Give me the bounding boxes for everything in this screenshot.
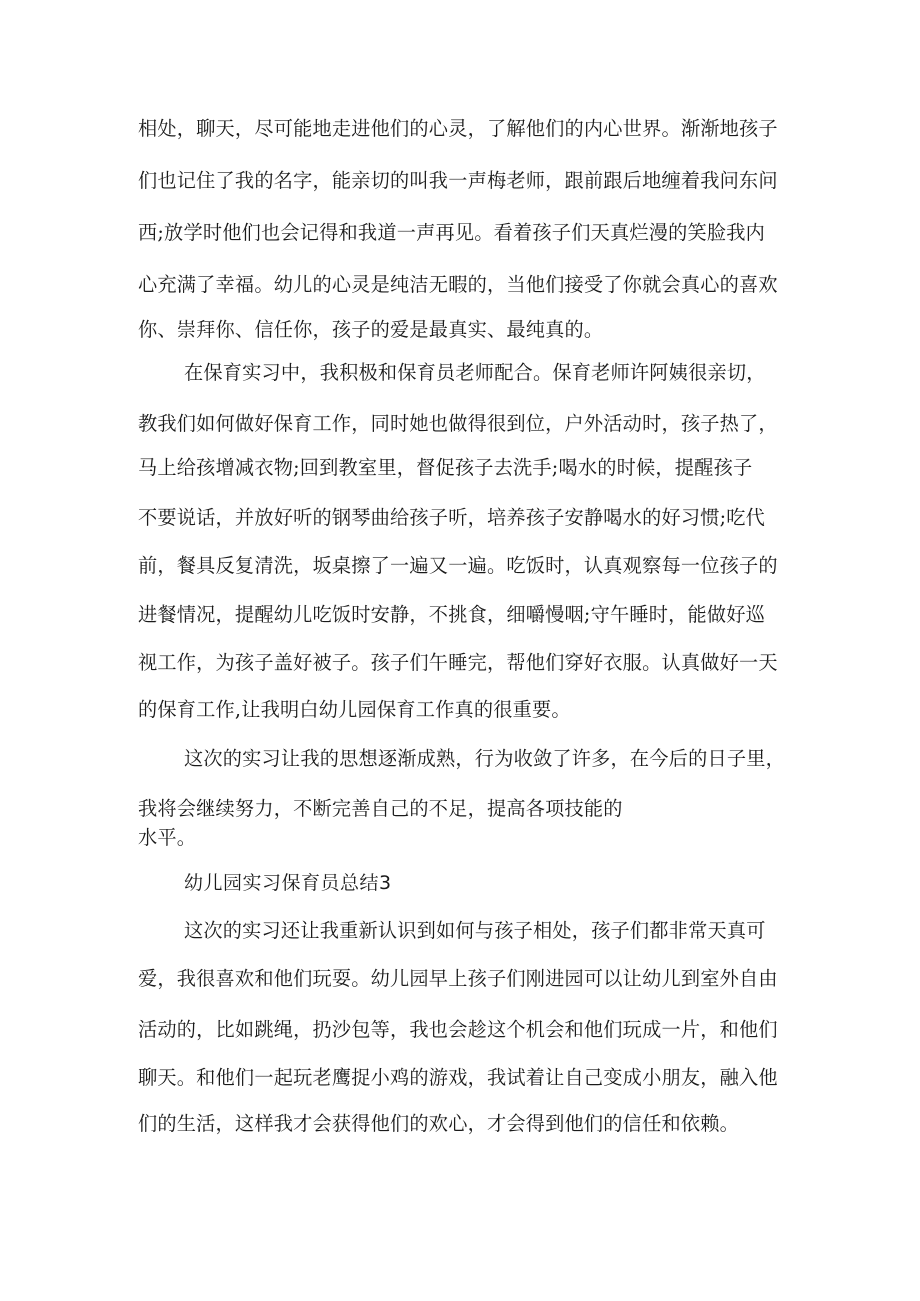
para-2-line-2: 教我们如何做好保育工作，同时她也做得很到位，户外活动时，孩子热了， — [138, 412, 778, 435]
para-3-line-3: 水平。 — [138, 826, 197, 849]
para-2-line-8: 的保育工作,让我明白幼儿园保育工作真的很重要。 — [138, 698, 571, 721]
para-4-line-4: 聊天。和他们一起玩老鹰捉小鸡的游戏，我试着让自己变成小朋友，融入他 — [138, 1066, 778, 1089]
para-1-line-5: 你、崇拜你、信任你，孩子的爱是最真实、最纯真的。 — [138, 318, 604, 341]
para-2-line-5: 前，餐具反复清洗，坂桌擦了一遍又一遍。吃饭时，认真观察每一位孩子的 — [138, 554, 778, 577]
para-2-line-4: 不要说话，并放好听的钢琴曲给孩子听，培养孩子安静喝水的好习惯;吃代 — [138, 506, 766, 529]
para-1-line-2: 们也记住了我的名字，能亲切的叫我一声梅老师，跟前跟后地缠着我问东问 — [138, 169, 778, 192]
section-heading: 幼儿园实习保育员总结3 — [184, 872, 392, 894]
para-4-line-5: 们的生活，这样我才会获得他们的欢心，才会得到他们的信任和依赖。 — [138, 1112, 740, 1135]
para-2-line-6: 进餐情况，提醒幼儿吃饭时安静，不挑食，细嚼慢咽;守午睡时，能做好巡 — [138, 603, 766, 626]
para-4-line-3: 活动的，比如跳绳，扔沙包等，我也会趁这个机会和他们玩成一片，和他们 — [138, 1018, 778, 1041]
para-2-line-1: 在保育实习中，我积极和保育员老师配合。保育老师许阿姨很亲切， — [184, 361, 766, 384]
para-2-line-3: 马上给孩增减衣物;回到教室里，督促孩子去洗手;喝水的时候，提醒孩子 — [138, 456, 753, 479]
para-1-line-1: 相处，聊天，尽可能地走进他们的心灵，了解他们的内心世界。渐渐地孩子 — [138, 117, 778, 140]
para-3-line-1: 这次的实习让我的思想逐渐成熟，行为收敛了许多，在今后的日子里， — [184, 747, 786, 770]
para-1-line-3: 西;放学时他们也会记得和我道一声再见。看着孩子们天真烂漫的笑脸我内 — [138, 221, 766, 244]
para-3-line-2: 我将会继续努力，不断完善自己的不足，提高各项技能的 — [138, 797, 623, 820]
para-4-line-2: 爱，我很喜欢和他们玩耍。幼儿园早上孩子们刚进园可以让幼儿到室外自由 — [138, 967, 778, 990]
para-2-line-7: 视工作，为孩子盖好被子。孩子们午睡完，帮他们穿好衣服。认真做好一天 — [138, 651, 778, 674]
para-4-line-1: 这次的实习还让我重新认识到如何与孩子相处，孩子们都非常天真可 — [184, 919, 766, 942]
para-1-line-4: 心充满了幸福。幼儿的心灵是纯洁无暇的，当他们接受了你就会真心的喜欢 — [138, 273, 778, 296]
